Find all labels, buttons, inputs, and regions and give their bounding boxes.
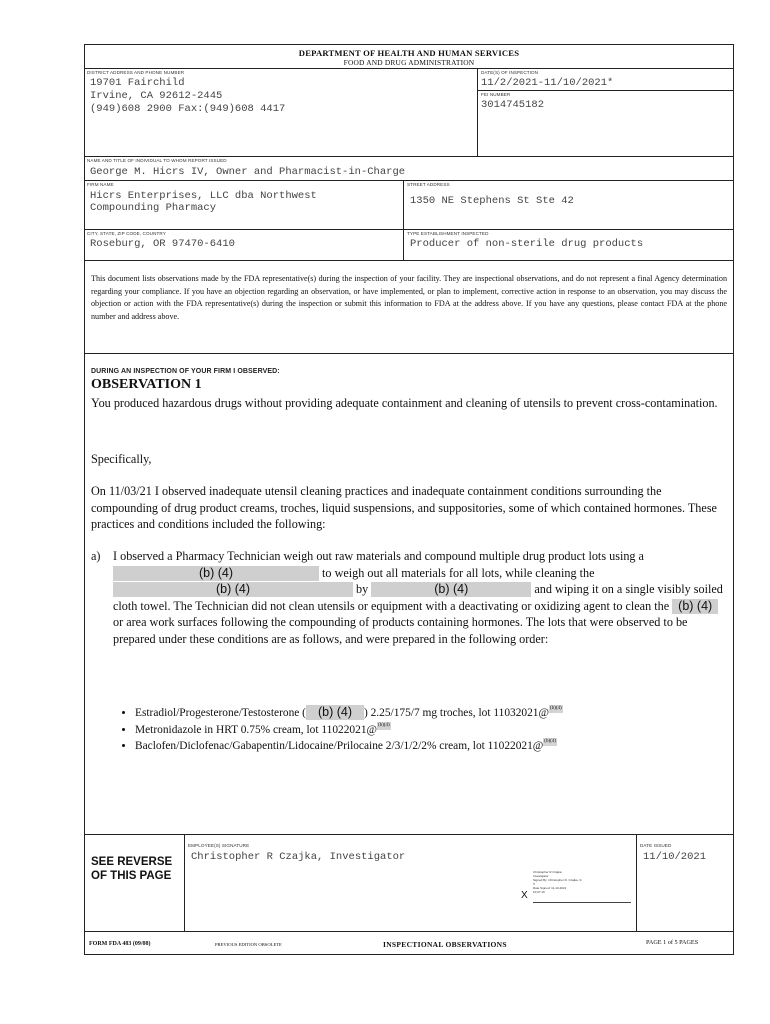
form-number: FORM FDA 483 (09/08) — [89, 941, 151, 947]
date-issued-label: DATE ISSUED — [640, 843, 672, 848]
district-address-line-2: Irvine, CA 92612-2445 — [90, 90, 223, 102]
redaction-box: (b) (4) — [371, 582, 531, 597]
item-marker: a) — [91, 549, 101, 563]
see-reverse-text: SEE REVERSE OF THIS PAGE — [91, 856, 173, 882]
street-value: 1350 NE Stephens St Ste 42 — [410, 195, 574, 207]
fei-label: FEI NUMBER — [481, 92, 511, 97]
street-label: STREET ADDRESS — [407, 182, 450, 187]
digital-signature-stamp — [521, 868, 633, 906]
observation-heading: OBSERVATION 1 — [91, 377, 202, 392]
district-address-label: DISTRICT ADDRESS AND PHONE NUMBER — [87, 70, 185, 75]
item-a-text-2: to weigh out all materials for all lots, while cleaning the — [322, 565, 595, 580]
redaction-superscript: (b)(4) — [378, 722, 390, 728]
district-address-line-3: (949)608 2900 Fax:(949)608 4417 — [90, 103, 286, 115]
item-a-text-5: or area work surfaces following the compounding of products containing hormones. The lots that were observed to be prepared under these conditions are as follows, and were prepared in the following order: — [113, 615, 688, 646]
bullet-1-post: ) 2.25/175/7 mg troches, lot 11032021@ — [363, 707, 549, 719]
list-item — [135, 705, 725, 722]
city-value: Roseburg, OR 97470-6410 — [90, 238, 235, 250]
dates-label: DATE(S) OF INSPECTION — [481, 70, 539, 75]
bullet-3: Baclofen/Diclofenac/Gabapentin/Lidocaine/Prilocaine 2/3/1/2/2% cream, lot 11022021@ — [135, 740, 544, 752]
page-number: PAGE 1 of 5 PAGES — [646, 939, 699, 946]
list-item — [135, 722, 725, 739]
firm-line-2: Compounding Pharmacy — [90, 202, 217, 214]
footer-title: INSPECTIONAL OBSERVATIONS — [383, 940, 507, 949]
item-a-text-1: I observed a Pharmacy Technician weigh out raw materials and compound multiple drug product lots using a — [113, 549, 644, 563]
bullet-1-pre: Estradiol/Progesterone/Testosterone ( — [135, 707, 306, 719]
redaction-box: (b) (4) — [113, 582, 353, 597]
agency-heading: FOOD AND DRUG ADMINISTRATION — [343, 58, 475, 67]
redaction-box: (b) (4) — [306, 705, 364, 720]
observation-item-a — [113, 548, 727, 648]
signature-x-mark: X — [521, 890, 528, 901]
redaction-superscript: (b)(4) — [550, 706, 562, 711]
signature-details: Christopher R Czajka Investigator Signed By: Christopher R. Czajka -S X Date Signed: 11-10-2021 10:07:19 — [533, 870, 582, 894]
date-issued-value: 11/10/2021 — [643, 851, 707, 863]
name-label: NAME AND TITLE OF INDIVIDUAL TO WHOM REPORT ISSUED — [87, 158, 227, 163]
name-value: George M. Hicrs IV, Owner and Pharmacist-in-Charge — [90, 166, 406, 178]
disclaimer-text: This document lists observations made by the FDA representative(s) during the inspection of your facility. They are inspectional observations, and do not represent a final Agency determination regarding your compliance. If you have an objection regarding an observation, or have implemented, or plan to implement, corrective action in response to an observation, you may discuss the objection or action with the FDA representative(s) during the inspection or submit this information to FDA at the address above. If you have any questions, please contact FDA at the phone number and address above. — [91, 274, 727, 321]
specifically-text: Specifically, — [91, 452, 152, 466]
item-a-text-3: by — [356, 582, 369, 597]
item-a-text-4: and wiping it on a single visibly soiled cloth towel. The Technician did not clean utensils or equipment with a deactivating or oxidizing agent to clean the — [113, 582, 723, 613]
district-address-line-1: 19701 Fairchild — [90, 77, 185, 89]
redaction-superscript: (b)(4) — [544, 739, 556, 744]
fda-483-form — [84, 44, 734, 955]
observation-paragraph: On 11/03/21 I observed inadequate utensil cleaning practices and inadequate containment conditions surrounding the compounding of drug product creams, troches, liquid suspensions, and suppositories, some of which contained hormones. These practices and conditions included the following: — [91, 484, 717, 532]
redaction-box: (b) (4) — [672, 599, 718, 614]
type-value: Producer of non-sterile drug products — [410, 238, 644, 250]
previous-edition-note: PREVIOUS EDITION OBSOLETE — [215, 942, 282, 947]
fei-value: 3014745182 — [481, 99, 545, 111]
firm-label: FIRM NAME — [87, 182, 114, 187]
lot-list — [105, 705, 725, 755]
city-label: CITY, STATE, ZIP CODE, COUNTRY — [87, 231, 166, 236]
department-heading: DEPARTMENT OF HEALTH AND HUMAN SERVICES — [298, 48, 520, 58]
employee-signature-value: Christopher R Czajka, Investigator — [191, 851, 406, 863]
type-label: TYPE ESTABLISHMENT INSPECTED — [407, 231, 489, 236]
observation-summary: You produced hazardous drugs without providing adequate containment and cleaning of utensils to prevent cross-contamination. — [91, 396, 718, 410]
observation-intro-label: DURING AN INSPECTION OF YOUR FIRM I OBSERVED: — [91, 368, 280, 375]
redaction-box: (b) (4) — [113, 566, 319, 581]
employee-signature-label: EMPLOYEE(S) SIGNATURE — [188, 843, 250, 848]
list-item — [135, 738, 725, 755]
dates-value: 11/2/2021-11/10/2021* — [481, 77, 614, 89]
firm-line-1: Hicrs Enterprises, LLC dba Northwest — [90, 190, 317, 202]
bullet-2: Metronidazole in HRT 0.75% cream, lot 11022021@ — [135, 723, 377, 736]
